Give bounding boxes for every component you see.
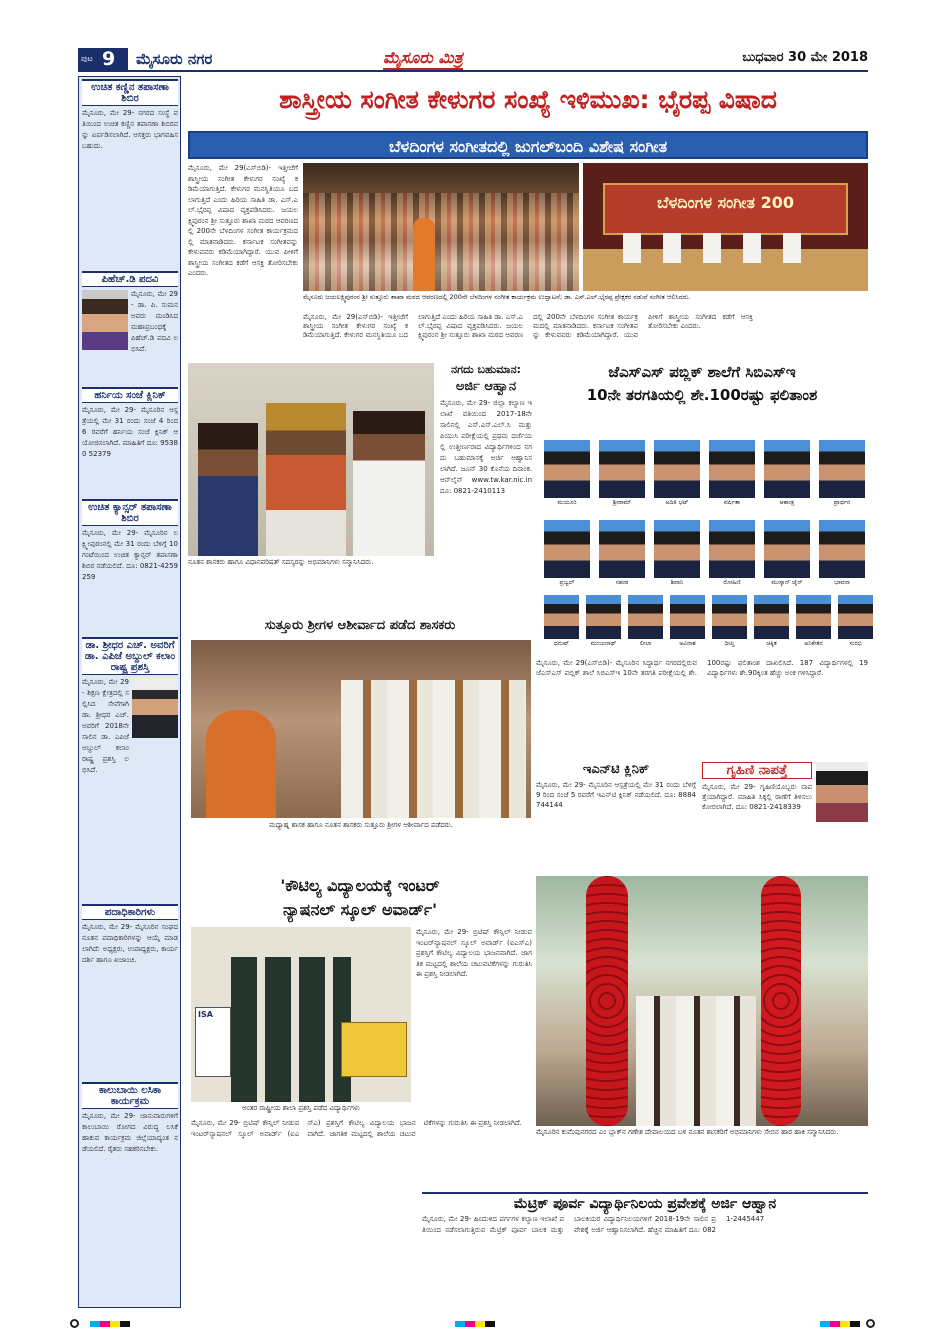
jss-body: ಮೈಸೂರು, ಮೇ 29(ಎಸ್‌ಬಿಡಿ)- ಮೈಸೂರಿನ ಸಿದ್ಧಾರ್ಥ ನಗರದಲ್ಲಿರುವ ಜೆಎಸ್‌ಎಸ್ ಪಬ್ಲಿಕ್ ಶಾಲೆ ಸಿಬಿಎಸ್‌ಇ 10ನೇ ತರಗತಿ ಪರೀಕ್ಷೆಯಲ್ಲಿ ಶೇ.100ರಷ್ಟು ಫಲಿತಾಂಶ ದಾಖಲಿಸಿದೆ. 187 ವಿದ್ಯಾರ್ಥಿಗಳಲ್ಲಿ 19 ವಿದ್ಯಾರ್ಥಿಗಳು ಶೇ.90ಕ್ಕಿಂತ ಹೆಚ್ಚು ಅಂಕ ಗಳಿಸಿದ್ದಾರೆ.	[536, 659, 868, 677]
clinic-body: ಮೈಸೂರು, ಮೇ 29- ಮೈಸೂರಿನ ಆಸ್ಪತ್ರೆಯಲ್ಲಿ ಮೇ 31 ರಂದು ಬೆಳಿಗ್ಗೆ 9 ರಿಂದ ಸಂಜೆ 5 ರವರೆಗೆ ಇಎನ್‌ಟಿ ಕ್ಲಿನಿಕ್ ನಡೆಯಲಿದೆ. ದೂ: 8884744144	[536, 781, 696, 809]
student-portrait	[599, 440, 645, 498]
portrait-photo	[132, 678, 178, 738]
award-apply-title1: ನಗದು ಬಹುಮಾನ:	[451, 363, 521, 376]
student-name: ಆಕಾಂಕ್ಷ	[779, 499, 795, 506]
stage-banner-text: ಬೆಳದಿಂಗಳ ಸಂಗೀತ 200	[657, 193, 794, 212]
registration-marks	[70, 1318, 880, 1330]
sidebar-item	[82, 79, 178, 270]
student-portrait	[764, 520, 810, 578]
student-portrait	[670, 595, 705, 639]
mla-group	[341, 680, 526, 818]
missing-person-photo	[816, 762, 868, 822]
student-name: ಪ್ರಾರ್ಥನ	[833, 499, 851, 506]
lead-photo-caption: ಮೈಸೂರು ಜಯಲಕ್ಷ್ಮಿಪುರಂನ ಶ್ರೀ ಸುತ್ತೂರು ಶಾಖಾ ಮಠದ ಆವರಣದಲ್ಲಿ 200ನೇ ಬೆಳದಿಂಗಳ ಸಂಗೀತ ಕಾರ್ಯಕ್ರಮ ಉದ್ಘಾಟನೆ; ಡಾ. ಎಸ್.ಎಲ್.ಭೈರಪ್ಪ ಪ್ರೇಕ್ಷಕರ ನಡುವೆ ಸಂಗೀತ ಆಲಿಸಿದರು.	[303, 293, 691, 301]
swamiji-figure	[206, 710, 276, 818]
student-name: ಶಿವಾನಿ	[670, 579, 684, 586]
student-portrait	[544, 440, 590, 498]
sidebar-item	[82, 1082, 178, 1307]
reg-mark-left	[70, 1319, 79, 1328]
student-portrait	[819, 520, 865, 578]
sidebar-item-title: ಡಾ. ಶ್ರೀಧರ ಎಚ್. ಅವರಿಗೆ ಡಾ. ಎಪಿಜೆ ಅಬ್ದುಲ್ ಕಲಾಂ ರಾಷ್ಟ್ರ ಪ್ರಶಸ್ತಿ	[82, 637, 178, 675]
sidebar-item-title: ಉಚಿತ ಕಣ್ಣಿನ ತಪಾಸಣಾ ಶಿಬಿರ	[82, 79, 178, 106]
felicitation-photo	[188, 363, 434, 556]
student-portrait	[819, 440, 865, 498]
student-name: ಪ್ರಜ್ವಲ್	[559, 579, 575, 586]
color-dots-center	[455, 1321, 495, 1327]
student-portrait	[709, 440, 755, 498]
sidebar-item-title: ಕಾಲುಬಾಯಿ ಲಸಿಕಾ ಕಾರ್ಯಕ್ರಮ	[82, 1082, 178, 1109]
metric-body: ಮೈಸೂರು, ಮೇ 29- ಹಿಂದುಳಿದ ವರ್ಗಗಳ ಕಲ್ಯಾಣ ಇಲಾಖೆ ವತಿಯಿಂದ ನಡೆಸಲಾಗುತ್ತಿರುವ ಮೆಟ್ರಿಕ್ ಪೂರ್ವ ಬಾಲಕ ಮತ್ತು ಬಾಲಕಿಯರ ವಿದ್ಯಾರ್ಥಿನಿಲಯಗಳಿಗೆ 2018-19ನೇ ಸಾಲಿನ ಪ್ರವೇಶಕ್ಕೆ ಅರ್ಜಿ ಆಹ್ವಾನಿಸಲಾಗಿದೆ. ಹೆಚ್ಚಿನ ಮಾಹಿತಿಗೆ ದೂ: 0821-2445447	[422, 1215, 765, 1234]
sidebar-item-body: ಮೈಸೂರು, ಮೇ 29- ಮೈಸೂರಿನ ಸಂಘದ ನೂತನ ಪದಾಧಿಕಾರಿಗಳನ್ನು ಆಯ್ಕೆ ಮಾಡಲಾಗಿದೆ: ಅಧ್ಯಕ್ಷರು, ಉಪಾಧ್ಯಕ್ಷರು, ಕಾರ್ಯದರ್ಶಿ ಹಾಗೂ ಖಜಾಂಚಿ.	[82, 923, 178, 964]
student-portrait	[796, 595, 831, 639]
student-portrait	[654, 520, 700, 578]
jss-student-photos	[536, 410, 868, 655]
sidebar-item-body: ಮೈಸೂರು, ಮೇ 29- ಶಿಕ್ಷಣ ಕ್ಷೇತ್ರದಲ್ಲಿ ಸಲ್ಲಿಸಿದ ಸೇವೆಗಾಗಿ ಡಾ. ಶ್ರೀಧರ ಎಚ್. ಅವರಿಗೆ 2018ನೇ ಸಾಲಿನ ಡಾ. ಎಪಿಜೆ ಅಬ್ದುಲ್ ಕಲಾಂ ರಾಷ್ಟ್ರ ಪ್ರಶಸ್ತಿ ಲಭಿಸಿದೆ.	[82, 678, 129, 774]
color-dots-right	[820, 1321, 860, 1327]
sidebar-item-title: ಪಿಹೆಚ್.ಡಿ ಪದವಿ	[82, 271, 178, 287]
clinic-title: ಇಎನ್‌ಟಿ ಕ್ಲಿನಿಕ್	[582, 762, 650, 777]
kautilya-body-side: ಮೈಸೂರು, ಮೇ 29- ಬ್ರಿಟಿಷ್ ಕೌನ್ಸಿಲ್ ನೀಡುವ ಇಂಟರ್‌ನ್ಯಾಷನಲ್ ಸ್ಕೂಲ್ ಅವಾರ್ಡ್ (ಐಎಸ್‌ಎ) ಪ್ರಶಸ್ತಿಗೆ ಕೌಟಿಲ್ಯ ವಿದ್ಯಾಲಯ ಭಾಜನವಾಗಿದೆ. ಜಾಗತಿಕ ಮಟ್ಟದಲ್ಲಿ ಶಾಲೆಯ ಚಟುವಟಿಕೆಗಳನ್ನು ಗುರುತಿಸಿ ಈ ಪ್ರಶಸ್ತಿ ನೀಡಲಾಗಿದೆ.	[416, 928, 532, 978]
student-portrait	[586, 595, 621, 639]
apple-garland-caption: ಮೈಸೂರಿನ ಕುವೆಂಪುನಗರದ ಎಂ ಬ್ಲಾಕ್‌ನ ಗಣೇಶ ದೇವಾಲಯದ ಬಳಿ ನೂತನ ಶಾಸಕರಿಗೆ ಅಭಿಮಾನಿಗಳು ಸೇಬಿನ ಹಾರ ಹಾಕಿ ಸನ್ಮಾನಿಸಿದರು.	[536, 1128, 839, 1136]
metric-headline: ಮೆಟ್ರಿಕ್ ಪೂರ್ವ ವಿದ್ಯಾರ್ಥಿನಿಲಯ ಪ್ರವೇಶಕ್ಕೆ ಅರ್ಜಿ ಆಹ್ವಾನ	[422, 1192, 868, 1212]
award-apply-body: ಮೈಸೂರು, ಮೇ 29- ಜಿಲ್ಲಾ ಕಲ್ಯಾಣ ಇಲಾಖೆ ವತಿಯಿಂದ 2017-18ನೇ ಸಾಲಿನಲ್ಲಿ ಎಸ್.ಎಸ್.ಎಲ್.ಸಿ ಮತ್ತು ಪಿಯುಸಿ ಪರೀಕ್ಷೆಯಲ್ಲಿ ಪ್ರಥಮ ದರ್ಜೆಯಲ್ಲಿ ಉತ್ತೀರ್ಣರಾದ ವಿದ್ಯಾರ್ಥಿಗಳಿಂದ ನಗದು ಬಹುಮಾನಕ್ಕೆ ಅರ್ಜಿ ಆಹ್ವಾನಿಸಲಾಗಿದೆ. ಜೂನ್ 30 ಕೊನೆಯ ದಿನಾಂಕ. ಆನ್‌ಲೈನ್ www.tw.kar.nic.in ದೂ: 0821-2410113	[440, 399, 532, 495]
suttur-photo	[191, 640, 531, 818]
apple-garland-right	[761, 876, 801, 1126]
person-left	[198, 423, 258, 556]
students-group	[231, 957, 351, 1102]
student-name: ಸುರಭಿ	[849, 640, 862, 647]
apple-garland-left	[586, 876, 628, 1126]
kautilya-headline-1: 'ಕೌಟಿಲ್ಯ ವಿದ್ಯಾಲಯಕ್ಕೆ ಇಂಟರ್	[280, 876, 440, 895]
award-apply-title2: ಅರ್ಜಿ ಆಹ್ವಾನ	[455, 379, 517, 394]
student-name: ಅವಿನಾಶ	[679, 640, 696, 647]
student-name: ರೋಹಿಣಿ	[723, 579, 741, 586]
page-word: ಪುಟ	[81, 54, 93, 63]
sidebar-item-body: ಮೈಸೂರು, ಮೇ 29- ಡಾ. ಪಿ. ಸುಮನ ಅವರು ಮಂಡಿಸಿದ ಮಹಾಪ್ರಬಂಧಕ್ಕೆ ಪಿಹೆಚ್.ಡಿ ಪದವಿ ಲಭಿಸಿದೆ.	[131, 290, 178, 353]
paper-logo: ಮೈಸೂರು ಮಿತ್ರ	[383, 48, 463, 70]
swami-figure	[413, 218, 435, 291]
student-name: ಭಾವನಾ	[834, 579, 850, 586]
audience-rows	[303, 193, 579, 291]
felicitation-caption: ನೂತನ ಶಾಸಕರು ಹಾಗೂ ವಿಧಾನಪರಿಷತ್ ಸದಸ್ಯರನ್ನು ಅಭಿಮಾನಿಗಳು ಸನ್ಮಾನಿಸಿದರು.	[188, 558, 374, 566]
page-number-badge	[78, 48, 128, 70]
student-portrait	[712, 595, 747, 639]
apple-garland-photo	[536, 876, 868, 1126]
sidebar-item	[82, 499, 178, 626]
sidebar-item	[82, 904, 178, 1082]
sidebar-item-body: ಮೈಸೂರು, ಮೇ 29- ಮೈಸೂರಿನ ಆಸ್ಪತ್ರೆಯಲ್ಲಿ ಮೇ 31 ರಂದು ಸಂಜೆ 4 ರಿಂದ 6 ರವರೆಗೆ ಹರ್ನಿಯ ಸಂಜೆ ಕ್ಲಿನಿಕ್ ಆಯೋಜಿಸಲಾಗಿದೆ. ಮಾಹಿತಿಗೆ ದೂ: 95380 52379	[82, 406, 178, 458]
suttur-caption: ಮಧ್ಯಾಹ್ನ ಶಾಸಕ ಹಾಗೂ ನೂತನ ಶಾಸಕರು ಸುತ್ತೂರು ಶ್ರೀಗಳ ಆಶೀರ್ವಾದ ಪಡೆದರು.	[269, 821, 453, 829]
student-name: ದೀಪ್ತಿ	[724, 640, 735, 647]
lead-body-intro: ಮೈಸೂರು, ಮೇ 29(ಎಸ್‌ಬಿಡಿ)- ಇತ್ತೀಚೆಗೆ ಶಾಸ್ತ್ರೀಯ ಸಂಗೀತ ಕೇಳುಗರ ಸಂಖ್ಯೆ ಕಡಿಮೆಯಾಗುತ್ತಿದೆ. ಕೇಳುಗರ ಮನಸ್ಥಿತಿಯೂ ಬದಲಾಗುತ್ತಿದೆ ಎಂದು ಹಿರಿಯ ಸಾಹಿತಿ ಡಾ. ಎಸ್.ಎಲ್.ಭೈರಪ್ಪ ವಿಷಾದ ವ್ಯಕ್ತಪಡಿಸಿದರು. ಜಯಲಕ್ಷ್ಮಿಪುರಂನ ಶ್ರೀ ಸುತ್ತೂರು ಶಾಖಾ ಮಠದ ಆವರಣದಲ್ಲಿ 200ನೇ ಬೆಳದಿಂಗಳ ಸಂಗೀತ ಕಾರ್ಯಕ್ರಮದಲ್ಲಿ ಮಾತನಾಡಿದರು. ಕರ್ನಾಟಕ ಸಂಗೀತವನ್ನು ಕೇಳುವವರು ಕಡಿಮೆಯಾಗಿದ್ದಾರೆ. ಯುವ ಪೀಳಿಗೆ ಶಾಸ್ತ್ರೀಯ ಸಂಗೀತದ ಕಡೆಗೆ ಆಸಕ್ತಿ ತೋರಿಸಬೇಕು ಎಂದರು.	[188, 164, 298, 277]
missing-title: ಗೃಹಿಣಿ ನಾಪತ್ತೆ	[702, 762, 812, 779]
suttur-headline: ಸುತ್ತೂರು ಶ್ರೀಗಳ ಆಶೀರ್ವಾದ ಪಡೆದ ಶಾಸಕರು	[264, 618, 456, 633]
student-portrait	[754, 595, 789, 639]
student-portrait	[654, 440, 700, 498]
student-portrait	[764, 440, 810, 498]
issue-date: ಬುಧವಾರ 30 ಮೇ 2018	[742, 50, 868, 65]
student-name: ಮಯೂರಿ	[557, 499, 577, 506]
lead-subhead-banner: ಬೆಳದಿಂಗಳ ಸಂಗೀತದಲ್ಲಿ ಜುಗಲ್‌ಬಂದಿ ವಿಶೇಷ ಸಂಗೀತ	[188, 131, 868, 159]
sidebar-item-body: ಮೈಸೂರು, ಮೇ 29- ಮೈಸೂರಿನ ಲಕ್ಷ್ಮೀಪುರಂನಲ್ಲಿ ಮೇ 31 ರಂದು ಬೆಳಿಗ್ಗೆ 10 ಗಂಟೆಯಿಂದ ಉಚಿತ ಕ್ಯಾನ್ಸರ್ ತಪಾಸಣಾ ಶಿಬಿರ ನಡೆಯಲಿದೆ. ದೂ: 0821-4259259	[82, 529, 178, 581]
student-portrait	[709, 520, 755, 578]
person-right	[353, 411, 425, 556]
isa-poster	[195, 1007, 231, 1077]
student-name: ವರ್ಷಿತಾ	[723, 499, 741, 506]
student-name: ಅನಿಕೇತನ	[804, 640, 823, 647]
sidebar-item	[82, 637, 178, 929]
kautilya-headline-2: ನ್ಯಾಷನಲ್ ಸ್ಕೂಲ್ ಅವಾರ್ಡ್'	[282, 900, 438, 919]
person-center-garlanded	[266, 403, 346, 556]
student-name: ಸಹನಾ	[615, 579, 629, 586]
student-portrait	[838, 595, 873, 639]
portrait-photo	[82, 290, 128, 350]
sidebar-item-title: ಉಚಿತ ಕ್ಯಾನ್ಸರ್ ತಪಾಸಣಾ ಶಿಬಿರ	[82, 499, 178, 526]
sidebar-item-title: ಹರ್ನಿಯ ಸಂಜೆ ಕ್ಲಿನಿಕ್	[82, 387, 178, 403]
sidebar-item-title: ಪದಾಧಿಕಾರಿಗಳು	[82, 904, 178, 920]
reg-mark-right	[866, 1319, 875, 1328]
student-name: ಲೀಲಾ	[639, 640, 652, 647]
student-portrait	[544, 520, 590, 578]
student-name: ಶ್ರೀರಾಮ್	[612, 499, 632, 506]
student-portrait	[599, 520, 645, 578]
sidebar-item	[82, 271, 178, 381]
missing-body: ಮೈಸೂರು, ಮೇ 29- ಗೃಹಿಣಿಯೊಬ್ಬರು ನಾಪತ್ತೆಯಾಗಿದ್ದಾರೆ. ಮಾಹಿತಿ ಸಿಕ್ಕಲ್ಲಿ ಠಾಣೆಗೆ ತಿಳಿಸಲು ಕೋರಲಾಗಿದೆ. ದೂ: 0821-2418339	[702, 783, 812, 811]
color-dots-left	[90, 1321, 130, 1327]
page-number: 9	[102, 48, 116, 70]
sidebar-item-body: ಮೈಸೂರು, ಮೇ 29- ಜಾನುವಾರುಗಳಿಗೆ ಕಾಲುಬಾಯಿ ರೋಗದ ವಿರುದ್ಧ ಲಸಿಕೆ ಹಾಕುವ ಕಾರ್ಯಕ್ರಮ ಜಿಲ್ಲೆಯಾದ್ಯಂತ ನಡೆಯಲಿದೆ. ರೈತರು ಸಹಕರಿಸಬೇಕು.	[82, 1112, 178, 1153]
student-name: ಮುಸ್ಕಾನ್ ಜೈನ್	[771, 579, 803, 586]
yellow-board	[341, 1022, 407, 1077]
student-name: ಧನುಷ್	[553, 640, 570, 647]
student-portrait	[544, 595, 579, 639]
concert-audience-photo	[303, 163, 579, 291]
left-sidebar	[78, 76, 181, 1308]
lead-headline: ಶಾಸ್ತ್ರೀಯ ಸಂಗೀತ ಕೇಳುಗರ ಸಂಖ್ಯೆ ಇಳಿಮುಖ: ಭೈರಪ್ಪ ವಿಷಾದ	[279, 85, 777, 114]
kautilya-photo	[191, 927, 411, 1102]
concert-stage-photo	[583, 163, 868, 291]
student-name: ಅದಿತಿ ಭಟ್	[665, 499, 689, 506]
sidebar-item-body: ಮೈಸೂರು, ಮೇ 29- ನಗರದ ಸಂಸ್ಥೆ ವತಿಯಿಂದ ಉಚಿತ ಕಣ್ಣಿನ ತಪಾಸಣಾ ಶಿಬಿರವನ್ನು ಏರ್ಪಡಿಸಲಾಗಿದೆ. ಆಸಕ್ತರು ಭಾಗವಹಿಸಬಹುದು.	[82, 109, 178, 150]
section-name: ಮೈಸೂರು ನಗರ	[136, 50, 213, 68]
student-name: ಚಿಕ್ಕಿತ	[766, 640, 777, 647]
student-name: ಮಂಜುನಾಥ್	[590, 640, 617, 647]
lead-body-cols: ಮೈಸೂರು, ಮೇ 29(ಎಸ್‌ಬಿಡಿ)- ಇತ್ತೀಚೆಗೆ ಶಾಸ್ತ್ರೀಯ ಸಂಗೀತ ಕೇಳುಗರ ಸಂಖ್ಯೆ ಕಡಿಮೆಯಾಗುತ್ತಿದೆ. ಕೇಳುಗರ ಮನಸ್ಥಿತಿಯೂ ಬದಲಾಗುತ್ತಿದೆ ಎಂದು ಹಿರಿಯ ಸಾಹಿತಿ ಡಾ. ಎಸ್.ಎಲ್.ಭೈರಪ್ಪ ವಿಷಾದ ವ್ಯಕ್ತಪಡಿಸಿದರು. ಜಯಲಕ್ಷ್ಮಿಪುರಂನ ಶ್ರೀ ಸುತ್ತೂರು ಶಾಖಾ ಮಠದ ಆವರಣದಲ್ಲಿ 200ನೇ ಬೆಳದಿಂಗಳ ಸಂಗೀತ ಕಾರ್ಯಕ್ರಮದಲ್ಲಿ ಮಾತನಾಡಿದರು. ಕರ್ನಾಟಕ ಸಂಗೀತವನ್ನು ಕೇಳುವವರು ಕಡಿಮೆಯಾಗಿದ್ದಾರೆ. ಯುವ ಪೀಳಿಗೆ ಶಾಸ್ತ್ರೀಯ ಸಂಗೀತದ ಕಡೆಗೆ ಆಸಕ್ತಿ ತೋರಿಸಬೇಕು ಎಂದರು.	[303, 313, 753, 339]
kautilya-body: ಮೈಸೂರು, ಮೇ 29- ಬ್ರಿಟಿಷ್ ಕೌನ್ಸಿಲ್ ನೀಡುವ ಇಂಟರ್‌ನ್ಯಾಷನಲ್ ಸ್ಕೂಲ್ ಅವಾರ್ಡ್ (ಐಎಸ್‌ಎ) ಪ್ರಶಸ್ತಿಗೆ ಕೌಟಿಲ್ಯ ವಿದ್ಯಾಲಯ ಭಾಜನವಾಗಿದೆ. ಜಾಗತಿಕ ಮಟ್ಟದಲ್ಲಿ ಶಾಲೆಯ ಚಟುವಟಿಕೆಗಳನ್ನು ಗುರುತಿಸಿ ಈ ಪ್ರಶಸ್ತಿ ನೀಡಲಾಗಿದೆ.	[191, 1119, 522, 1138]
masthead	[78, 46, 868, 72]
sidebar-item	[82, 387, 178, 500]
musicians	[623, 233, 823, 263]
crowd	[636, 996, 756, 1126]
jss-headline-1: ಜೆಎಸ್‌ಎಸ್ ಪಬ್ಲಿಕ್ ಶಾಲೆಗೆ ಸಿಬಿಎಸ್‌ಇ	[608, 363, 796, 381]
jss-headline-2: 10ನೇ ತರಗತಿಯಲ್ಲಿ ಶೇ.100ರಷ್ಟು ಫಲಿತಾಂಶ	[586, 386, 818, 404]
kautilya-caption: ಅಂತರ ರಾಷ್ಟ್ರೀಯ ಶಾಲಾ ಪ್ರಶಸ್ತಿ ಪಡೆದ ವಿದ್ಯಾರ್ಥಿಗಳು	[242, 1104, 360, 1112]
isa-poster-label: ISA	[198, 1010, 213, 1019]
student-portrait	[628, 595, 663, 639]
